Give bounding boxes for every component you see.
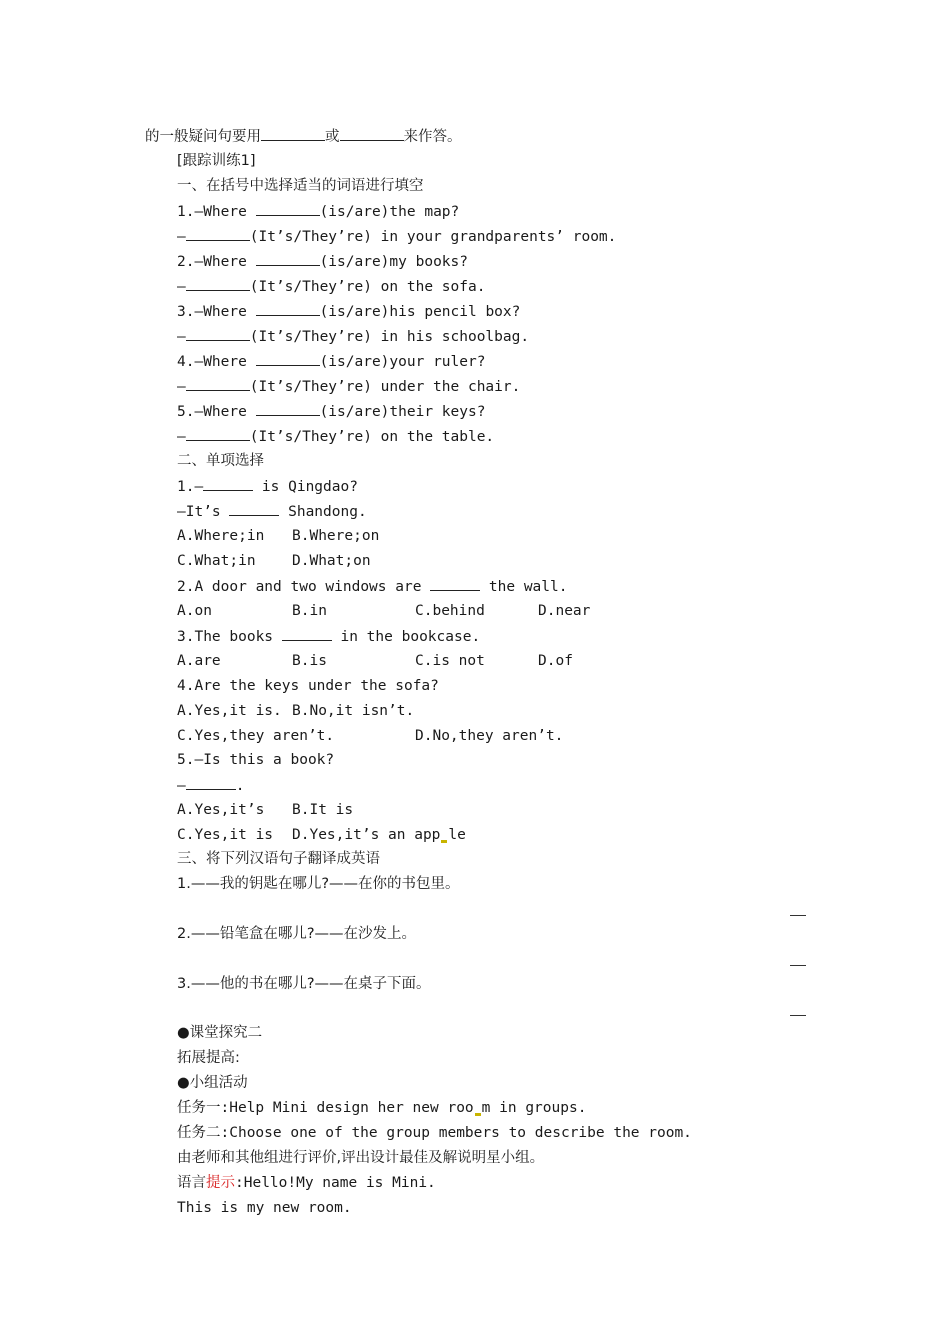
answer-blank[interactable] [186, 376, 250, 391]
question-line: 2.A door and two windows are the wall. [177, 576, 567, 597]
option-b[interactable]: B.Where;on [292, 528, 380, 544]
option-c[interactable]: C.What;in [177, 553, 256, 569]
intro-text-pre: 的一般疑问句要用 [145, 129, 261, 145]
question-line: 5.—Where (is/are)their keys? [177, 401, 485, 422]
translation-item: 1.——我的钥匙在哪儿?——在你的书包里。 [177, 876, 460, 892]
practice-title: [跟踪训练1] [177, 153, 256, 169]
answer-blank[interactable] [186, 326, 250, 341]
answer-blank[interactable] [261, 126, 325, 141]
option-a[interactable]: A.Yes,it’s [177, 802, 265, 818]
option-d[interactable]: D.near [538, 603, 591, 619]
answer-blank[interactable] [186, 775, 236, 790]
section2-heading: 二、单项选择 [177, 453, 264, 469]
option-a[interactable]: A.Yes,it is. [177, 703, 282, 719]
answer-blank[interactable] [186, 276, 250, 291]
answer-line: — (It’s/They’re) in your grandparents’ room. [177, 226, 616, 247]
option-a[interactable]: A.on [177, 603, 212, 619]
intro-text-mid: 或 [325, 129, 340, 145]
answer-blank[interactable] [203, 476, 253, 491]
task-one: 任务一:Help Mini design her new roo m in groups. [177, 1100, 587, 1116]
answer-line: — (It’s/They’re) on the sofa. [177, 276, 485, 297]
option-c[interactable]: C.Yes,it is [177, 827, 274, 843]
hint-label: 提示 [206, 1175, 235, 1191]
option-c[interactable]: C.is not [415, 653, 485, 669]
answer-blank[interactable] [256, 301, 320, 316]
option-a[interactable]: A.are [177, 653, 221, 669]
question-line: 1.— is Qingdao? [177, 476, 358, 497]
answer-line-dash[interactable] [790, 965, 806, 966]
question-line: 5.—Is this a book? [177, 752, 335, 768]
question-line: 2.—Where (is/are)my books? [177, 251, 468, 272]
group-activity-title: ●小组活动 [177, 1075, 248, 1091]
answer-blank[interactable] [186, 426, 250, 441]
answer-blank[interactable] [186, 226, 250, 241]
answer-blank[interactable] [256, 201, 320, 216]
edit-mark [441, 840, 447, 843]
answer-blank[interactable] [340, 126, 404, 141]
hint-line: This is my new room. [177, 1200, 352, 1216]
evaluation-text: 由老师和其他组进行评价,评出设计最佳及解说明星小组。 [177, 1150, 545, 1166]
question-line: 4.Are the keys under the sofa? [177, 678, 439, 694]
answer-line: — . [177, 775, 244, 796]
section1-heading: 一、在括号中选择适当的词语进行填空 [177, 178, 424, 194]
option-d[interactable]: D.of [538, 653, 573, 669]
answer-blank[interactable] [282, 626, 332, 641]
option-a[interactable]: A.Where;in [177, 528, 265, 544]
answer-blank[interactable] [430, 576, 480, 591]
option-b[interactable]: B.It is [292, 802, 354, 818]
option-b[interactable]: B.in [292, 603, 327, 619]
task-two: 任务二:Choose one of the group members to describe the room. [177, 1125, 692, 1141]
intro-text-post: 来作答。 [403, 129, 462, 145]
question-line: 3.—Where (is/are)his pencil box? [177, 301, 520, 322]
explore-title: ●课堂探究二 [177, 1025, 263, 1041]
answer-blank[interactable] [229, 501, 279, 516]
answer-line: — (It’s/They’re) in his schoolbag. [177, 326, 529, 347]
answer-line: — (It’s/They’re) on the table. [177, 426, 494, 447]
answer-blank[interactable] [256, 251, 320, 266]
option-d[interactable]: D.What;on [292, 553, 371, 569]
option-b[interactable]: B.No,it isn’t. [292, 703, 415, 719]
answer-blank[interactable] [256, 351, 320, 366]
answer-line: —It’s Shandong. [177, 501, 367, 522]
option-c[interactable]: C.Yes,they aren’t. [177, 728, 335, 744]
option-d[interactable]: D.No,they aren’t. [415, 728, 564, 744]
answer-line-dash[interactable] [790, 915, 806, 916]
translation-item: 3.——他的书在哪儿?——在桌子下面。 [177, 976, 431, 992]
option-c[interactable]: C.behind [415, 603, 485, 619]
explore-subtitle: 拓展提高: [177, 1050, 240, 1066]
language-hint: 语言提示:Hello!My name is Mini. [177, 1175, 436, 1191]
answer-line-dash[interactable] [790, 1015, 806, 1016]
question-line: 4.—Where (is/are)your ruler? [177, 351, 485, 372]
translation-item: 2.——铅笔盒在哪儿?——在沙发上。 [177, 926, 417, 942]
edit-mark [475, 1113, 481, 1116]
question-line: 1.—Where (is/are)the map? [177, 201, 459, 222]
question-line: 3.The books in the bookcase. [177, 626, 480, 647]
answer-line: — (It’s/They’re) under the chair. [177, 376, 520, 397]
intro-line [145, 126, 462, 147]
option-b[interactable]: B.is [292, 653, 327, 669]
option-d[interactable]: D.Yes,it’s an app le [292, 827, 466, 843]
answer-blank[interactable] [256, 401, 320, 416]
section3-heading: 三、将下列汉语句子翻译成英语 [177, 851, 380, 867]
